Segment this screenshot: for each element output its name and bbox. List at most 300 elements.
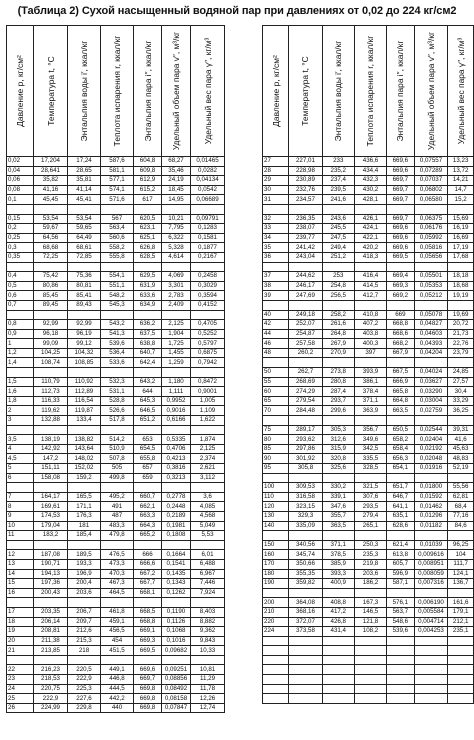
table-cell: 0,04134 [191,176,225,186]
table-cell: 20,72 [448,320,474,330]
table-cell [448,358,474,368]
table-cell: 0,1262 [162,588,191,598]
table-cell: 412,7 [354,291,386,301]
table-cell [322,655,354,665]
table-cell [354,204,386,214]
table-cell: 533,6 [101,358,134,368]
table-row [7,684,225,694]
table-cell: 1,5 [7,377,34,387]
table-cell [134,483,162,493]
table-cell: 0,005584 [414,607,448,617]
table-cell: 239,5 [322,185,354,195]
table-cell: 235,2 [322,166,354,176]
table-cell: 36,25 [448,406,474,416]
table-cell [7,310,34,320]
table-cell: 664,8 [387,396,415,406]
table-cell: 222,9 [34,694,68,704]
table-cell: 574,1 [101,185,134,195]
table-cell: 668,5 [134,607,162,617]
table-cell: 658,4 [387,444,415,454]
table-cell: 19,19 [448,291,474,301]
table-cell: 2,621 [191,464,225,474]
table-cell: 514,2 [101,435,134,445]
table-cell: 0,01039 [414,540,448,550]
table-cell: 80,86 [34,281,68,291]
table-cell: 17,68 [448,252,474,262]
table-row [7,665,225,675]
table-cell [354,636,386,646]
table-cell: 120 [263,502,289,512]
table-cell: 50 [263,368,289,378]
table-cell: 666 [134,550,162,560]
table-cell: 0,1343 [162,579,191,589]
table-cell: 164,17 [34,492,68,502]
table-cell: 0,05992 [414,233,448,243]
table-cell: 400,9 [322,579,354,589]
table-cell: 52,19 [448,464,474,474]
table-cell [448,655,474,665]
table-row [7,675,225,685]
table-cell: 359,82 [289,579,322,589]
table-cell: 280,8 [322,377,354,387]
table-cell [322,531,354,541]
table-cell [162,262,191,272]
table-cell: 2 [7,406,34,416]
table-cell: 407,2 [354,320,386,330]
table-cell [322,204,354,214]
table-cell: 138,19 [34,435,68,445]
table-cell: 293,62 [289,435,322,445]
table-cell: 495,2 [101,492,134,502]
table-cell: 2,125 [162,320,191,330]
table-cell: 196,9 [68,569,101,579]
table-cell: 0,9 [7,329,34,339]
table-cell [68,598,101,608]
table-cell: 667,2 [134,569,162,579]
table-cell [34,262,68,272]
table-cell: 1,180 [162,377,191,387]
table-cell: 213,85 [34,646,68,656]
table-cell: 55,56 [448,483,474,493]
table-row [263,540,474,550]
table-row [7,320,225,330]
table-row [263,588,474,598]
table-cell: 265,1 [354,521,386,531]
table-row [7,540,225,550]
table-cell [322,262,354,272]
table-cell [263,300,289,310]
table-cell [191,310,225,320]
table-cell: 209,7 [68,617,101,627]
table-cell: 449,1 [101,665,134,675]
table-cell [263,655,289,665]
table-cell: 48 [263,348,289,358]
table-cell: 28,65 [68,166,101,176]
table-cell: 219,8 [354,559,386,569]
table-cell: 147,2 [34,454,68,464]
table-cell: 140 [263,521,289,531]
table-cell [387,473,415,483]
table-cell: 262,7 [289,368,322,378]
table-cell: 0,7 [7,300,34,310]
table-cell: 587,6 [101,157,134,167]
table-cell: 264,8 [322,329,354,339]
table-cell: 669,8 [134,684,162,694]
table-cell: 430,2 [354,185,386,195]
table-cell: 1,455 [162,348,191,358]
table-cell: 0,05501 [414,272,448,282]
table-cell: 665,8 [387,387,415,397]
table-cell: 0,1808 [162,531,191,541]
table-cell: 0,09791 [191,214,225,224]
table-cell: 23,79 [448,348,474,358]
table-cell: 84,6 [448,521,474,531]
table-cell [263,416,289,426]
table-cell: 669,7 [387,176,415,186]
table-cell: 467,3 [101,579,134,589]
table-cell: 440 [101,703,134,713]
table-cell: 638,8 [134,339,162,349]
table-cell: 237,4 [322,176,354,186]
steam-table-right [262,25,474,704]
table-cell [68,204,101,214]
table-cell: 2,783 [162,291,191,301]
table-cell: 667,9 [387,348,415,358]
table-row [7,416,225,426]
table-cell: 4,085 [191,502,225,512]
table-cell: 39,31 [448,425,474,435]
table-cell: 1,8 [7,396,34,406]
table-cell [162,598,191,608]
table-cell: 181 [68,521,101,531]
table-row [7,464,225,474]
table-cell: 110,79 [34,377,68,387]
table-cell: 665,2 [134,531,162,541]
table-cell: 9,362 [191,627,225,637]
table-cell [448,694,474,704]
table-cell: 0,02192 [414,444,448,454]
table-cell: 669,6 [387,157,415,167]
table-cell [263,675,289,685]
table-cell: 32 [263,214,289,224]
table-cell: 150 [263,540,289,550]
table-cell [191,540,225,550]
table-cell: 424,1 [354,224,386,234]
table-cell: 0,6875 [191,348,225,358]
table-cell [7,598,34,608]
table-cell: 34 [263,233,289,243]
table-cell: 1,109 [191,406,225,416]
table-cell: 567 [101,214,134,224]
steam-table-left [6,25,225,713]
table-row [263,502,474,512]
table-cell: 45,45 [34,195,68,205]
table-cell: 55 [263,377,289,387]
table-cell: 479,8 [101,531,134,541]
table-cell [448,473,474,483]
table-cell [162,204,191,214]
table-cell: 0,2167 [191,252,225,262]
table-cell [414,684,448,694]
table-cell: 0,03004 [414,396,448,406]
table-cell: 85,45 [34,291,68,301]
table-cell: 356,7 [354,425,386,435]
table-cell: 0,2448 [162,502,191,512]
table-row [7,550,225,560]
table-cell: 232,76 [289,185,322,195]
table-cell: 77,16 [448,511,474,521]
table-cell [448,675,474,685]
table-cell: 186,2 [354,579,386,589]
table-cell: 397 [354,348,386,358]
table-cell: 613,8 [387,550,415,560]
table-cell: 108,74 [34,358,68,368]
table-cell: 253 [322,272,354,282]
table-cell [289,358,322,368]
table-cell: 220,5 [68,665,101,675]
table-cell [134,310,162,320]
table-cell: 0,9952 [162,396,191,406]
table-cell: 1,4 [7,358,34,368]
table-cell: 499,8 [101,473,134,483]
table-row [7,358,225,368]
table-cell: 0,6 [7,291,34,301]
table-row [7,377,225,387]
table-cell [68,310,101,320]
table-cell: 0,009616 [414,550,448,560]
table-cell: 224,99 [34,703,68,713]
table-cell: 4 [7,444,34,454]
table-row [263,617,474,627]
table-cell: 456,5 [101,627,134,637]
table-row [7,636,225,646]
table-cell: 5 [7,464,34,474]
table-cell: 206,7 [68,607,101,617]
table-row [7,243,225,253]
table-row [7,598,225,608]
table-cell: 651,7 [387,483,415,493]
table-cell: 604,8 [134,157,162,167]
table-cell [34,598,68,608]
table-cell: 667,7 [134,579,162,589]
document-title: (Таблица 2) Сухой насыщенный водяной пар при давлениях от 0,02 до 224 кг/см2 [17,5,457,17]
table-row [7,511,225,521]
table-cell: 0,07557 [414,157,448,167]
table-cell: 24,85 [448,368,474,378]
table-cell: 669,7 [134,675,162,685]
table-cell: 0,04204 [414,348,448,358]
table-cell: 393,9 [354,368,386,378]
table-cell: 287,4 [322,387,354,397]
table-cell: 12,26 [191,694,225,704]
table-cell: 669,6 [387,233,415,243]
table-cell: 668,2 [387,339,415,349]
table-cell [414,588,448,598]
table-cell [68,262,101,272]
table-cell: 0,0542 [191,185,225,195]
table-cell: 555,8 [101,252,134,262]
table-cell: 558,2 [101,243,134,253]
table-cell [448,588,474,598]
table-cell: 339,1 [322,492,354,502]
table-cell: 236,35 [289,214,322,224]
table-row [263,646,474,656]
table-cell: 136,7 [448,579,474,589]
table-cell: 2,125 [191,444,225,454]
table-cell: 371,1 [322,540,354,550]
table-cell [354,675,386,685]
table-cell: 0,3594 [191,291,225,301]
table-row [7,368,225,378]
table-cell: 349,6 [354,435,386,445]
table-cell: 669,8 [134,694,162,704]
table-cell: 373,58 [289,627,322,637]
table-cell: 72,25 [34,252,68,262]
table-row [7,569,225,579]
table-cell: 0,04827 [414,320,448,330]
table-cell [354,416,386,426]
table-cell: 133,4 [68,416,101,426]
table-cell: 634,9 [134,300,162,310]
table-cell: 0,8 [7,320,34,330]
table-cell: 1,259 [162,358,191,368]
table-cell: 325,6 [322,464,354,474]
table-cell: 0,1068 [162,627,191,637]
table-cell [263,531,289,541]
table-row [7,166,225,176]
table-cell: 13,23 [448,157,474,167]
table-cell: 0,5 [7,281,34,291]
table-cell: 220,75 [34,684,68,694]
table-cell: 8,882 [191,617,225,627]
table-cell: 0,1 [7,195,34,205]
table-cell [322,588,354,598]
table-cell [322,416,354,426]
table-cell: 470,3 [101,569,134,579]
table-cell: 212,1 [448,617,474,627]
table-cell: 10 [7,521,34,531]
table-cell: 543,2 [101,320,134,330]
column-header: Энтальпия воды i′, ккал/кг [68,26,101,157]
table-cell [101,204,134,214]
table-cell: 33 [263,224,289,234]
table-cell: 112,73 [34,387,68,397]
table-cell: 35,81 [68,176,101,186]
table-row [263,252,474,262]
table-cell [7,262,34,272]
table-cell [134,262,162,272]
table-cell [7,204,34,214]
table-cell [34,204,68,214]
table-cell: 642,4 [134,358,162,368]
table-row [7,300,225,310]
table-cell [354,665,386,675]
table-row [263,406,474,416]
table-cell: 189,5 [68,550,101,560]
table-cell: 0,1664 [162,550,191,560]
table-cell: 6,488 [191,559,225,569]
table-cell [68,425,101,435]
table-cell: 200 [263,598,289,608]
table-cell: 179,1 [448,607,474,617]
table-cell: 160 [263,550,289,560]
table-cell: 5,53 [191,531,225,541]
table-cell: 246,17 [289,281,322,291]
table-cell: 548,6 [387,617,415,627]
table-cell: 35,46 [162,166,191,176]
table-cell [354,646,386,656]
table-cell: 0,09682 [162,646,191,656]
table-cell: 464,5 [101,588,134,598]
table-cell [134,204,162,214]
table-cell: 212,6 [68,627,101,637]
table-row [263,157,474,167]
table-cell: 434,4 [354,166,386,176]
table-row [263,684,474,694]
table-cell: 0,007316 [414,579,448,589]
table-cell: 0,4213 [162,454,191,464]
table-cell [134,368,162,378]
table-cell [354,684,386,694]
table-cell: 256,5 [322,291,354,301]
table-cell: 293,7 [322,396,354,406]
table-cell: 491 [101,502,134,512]
table-cell: 235,3 [354,550,386,560]
table-cell: 363,5 [322,521,354,531]
table-cell: 90 [263,454,289,464]
table-cell: 28,641 [34,166,68,176]
table-cell: 13 [7,559,34,569]
table-cell: 19,69 [448,310,474,320]
table-cell: 0,1190 [162,607,191,617]
table-cell: 38 [263,281,289,291]
table-row [263,243,474,253]
table-cell: 0,06689 [191,195,225,205]
table-cell: 0,06802 [414,185,448,195]
table-cell: 39 [263,291,289,301]
table-cell: 646,5 [134,406,162,416]
table-cell [191,368,225,378]
table-row [7,531,225,541]
table-cell: 637,5 [134,329,162,339]
table-cell [414,675,448,685]
table-cell [322,358,354,368]
table-cell: 17,24 [68,157,101,167]
table-cell [101,310,134,320]
table-cell: 378,5 [322,550,354,560]
table-cell [289,204,322,214]
table-cell [387,588,415,598]
table-cell: 315,9 [322,444,354,454]
table-cell [289,655,322,665]
table-cell: 372,07 [289,617,322,627]
table-row [263,176,474,186]
table-cell [387,665,415,675]
table-cell: 312,6 [322,435,354,445]
table-cell: 17,204 [34,157,68,167]
table-row [7,492,225,502]
table-cell: 0,008059 [414,569,448,579]
table-cell: 667,5 [387,368,415,378]
table-cell: 0,004253 [414,627,448,637]
table-row [7,579,225,589]
table-cell: 228,98 [289,166,322,176]
table-cell: 416,4 [354,272,386,282]
table-cell [34,425,68,435]
table-cell: 526,6 [101,406,134,416]
table-cell: 37 [263,272,289,282]
table-cell [191,655,225,665]
